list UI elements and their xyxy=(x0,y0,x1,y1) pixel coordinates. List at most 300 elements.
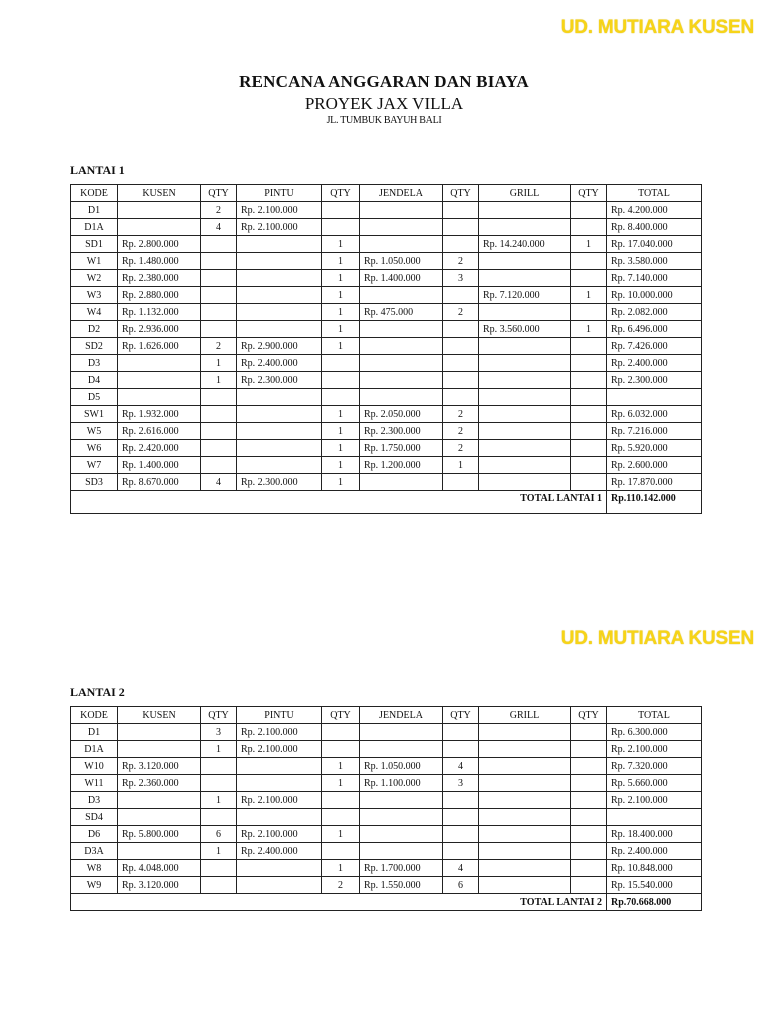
cell-kode: D1 xyxy=(71,724,118,741)
table-row xyxy=(71,372,702,389)
cell-qty-kusen xyxy=(201,236,237,253)
cell-kusen: Rp. 2.420.000 xyxy=(118,440,201,457)
cell-qty-grill xyxy=(571,860,607,877)
cell-grill xyxy=(479,809,571,826)
cell-qty-pintu xyxy=(322,792,360,809)
cell-pintu xyxy=(237,877,322,894)
cell-jendela xyxy=(360,792,443,809)
column-header-kode: KODE xyxy=(71,707,118,724)
cell-jendela xyxy=(360,287,443,304)
cell-qty-kusen: 2 xyxy=(201,338,237,355)
cell-qty-kusen xyxy=(201,304,237,321)
column-header-qty-jendela: QTY xyxy=(443,707,479,724)
cell-qty-jendela xyxy=(443,321,479,338)
cell-pintu xyxy=(237,860,322,877)
cell-qty-kusen: 4 xyxy=(201,474,237,491)
cell-kusen: Rp. 2.800.000 xyxy=(118,236,201,253)
cell-qty-grill: 1 xyxy=(571,287,607,304)
cell-kode: D4 xyxy=(71,372,118,389)
table-row xyxy=(71,287,702,304)
cell-qty-grill xyxy=(571,877,607,894)
project-name: PROYEK JAX VILLA xyxy=(304,94,464,113)
cell-qty-pintu: 1 xyxy=(322,321,360,338)
cell-qty-grill xyxy=(571,758,607,775)
table-row xyxy=(71,423,702,440)
cell-pintu: Rp. 2.900.000 xyxy=(237,338,322,355)
cell-kode: D1A xyxy=(71,741,118,758)
cell-qty-grill xyxy=(571,406,607,423)
cell-grill xyxy=(479,792,571,809)
cell-qty-kusen xyxy=(201,440,237,457)
table-row xyxy=(71,219,702,236)
cell-total: Rp. 6.496.000 xyxy=(607,321,702,338)
cell-grill xyxy=(479,202,571,219)
cell-total: Rp. 7.140.000 xyxy=(607,270,702,287)
cell-kode: W1 xyxy=(71,253,118,270)
table-row xyxy=(71,440,702,457)
cell-kusen xyxy=(118,843,201,860)
cell-qty-grill xyxy=(571,826,607,843)
cell-qty-kusen xyxy=(201,406,237,423)
document-title: RENCANA ANGGARAN DAN BIAYA xyxy=(239,72,529,91)
cell-kode: D1 xyxy=(71,202,118,219)
brand-logo-top: UD. MUTIARA KUSEN xyxy=(560,17,754,38)
cell-qty-jendela: 2 xyxy=(443,304,479,321)
cell-qty-pintu: 1 xyxy=(322,406,360,423)
cell-kusen xyxy=(118,809,201,826)
cell-total: Rp. 18.400.000 xyxy=(607,826,702,843)
cell-kode: W3 xyxy=(71,287,118,304)
cell-grill xyxy=(479,877,571,894)
column-header-qty-kusen: QTY xyxy=(201,185,237,202)
column-header-qty-kusen: QTY xyxy=(201,707,237,724)
cell-total xyxy=(607,389,702,406)
cell-kusen xyxy=(118,724,201,741)
cell-grill xyxy=(479,304,571,321)
cell-kode: SW1 xyxy=(71,406,118,423)
cell-jendela xyxy=(360,219,443,236)
cell-qty-grill xyxy=(571,741,607,758)
cell-kode: W7 xyxy=(71,457,118,474)
cell-qty-jendela xyxy=(443,809,479,826)
cell-kode: W8 xyxy=(71,860,118,877)
cell-qty-kusen xyxy=(201,253,237,270)
cell-pintu xyxy=(237,321,322,338)
cell-qty-grill xyxy=(571,338,607,355)
total-value: Rp.70.668.000 xyxy=(607,894,702,911)
cell-kode: D6 xyxy=(71,826,118,843)
total-value: Rp.110.142.000 xyxy=(607,491,702,514)
project-address: JL. TUMBUK BAYUH BALI xyxy=(326,115,442,126)
cell-qty-kusen: 1 xyxy=(201,355,237,372)
table-row xyxy=(71,270,702,287)
column-header-total: TOTAL xyxy=(607,707,702,724)
cell-qty-pintu xyxy=(322,219,360,236)
column-header-jendela: JENDELA xyxy=(360,707,443,724)
cell-total: Rp. 7.426.000 xyxy=(607,338,702,355)
cell-kode: SD4 xyxy=(71,809,118,826)
cell-jendela xyxy=(360,236,443,253)
cell-pintu xyxy=(237,457,322,474)
cell-total: Rp. 6.032.000 xyxy=(607,406,702,423)
cell-grill xyxy=(479,457,571,474)
cell-qty-jendela: 3 xyxy=(443,270,479,287)
cell-qty-kusen xyxy=(201,758,237,775)
cell-jendela: Rp. 1.550.000 xyxy=(360,877,443,894)
cell-total xyxy=(607,809,702,826)
cell-qty-kusen xyxy=(201,321,237,338)
cell-qty-pintu xyxy=(322,355,360,372)
cell-jendela: Rp. 1.100.000 xyxy=(360,775,443,792)
cell-jendela: Rp. 1.700.000 xyxy=(360,860,443,877)
cell-kode: W10 xyxy=(71,758,118,775)
cell-qty-pintu: 1 xyxy=(322,758,360,775)
cell-jendela xyxy=(360,826,443,843)
cell-kode: D1A xyxy=(71,219,118,236)
table-row xyxy=(71,809,702,826)
cell-total: Rp. 10.848.000 xyxy=(607,860,702,877)
cell-kusen xyxy=(118,355,201,372)
cell-total: Rp. 7.320.000 xyxy=(607,758,702,775)
total-label: TOTAL LANTAI 1 xyxy=(71,491,607,514)
cell-grill: Rp. 14.240.000 xyxy=(479,236,571,253)
cell-qty-grill xyxy=(571,389,607,406)
column-header-pintu: PINTU xyxy=(237,185,322,202)
cell-qty-kusen: 6 xyxy=(201,826,237,843)
cell-pintu xyxy=(237,423,322,440)
column-header-qty-jendela: QTY xyxy=(443,185,479,202)
cell-qty-grill xyxy=(571,253,607,270)
cell-total: Rp. 10.000.000 xyxy=(607,287,702,304)
cell-qty-kusen xyxy=(201,860,237,877)
cell-qty-grill xyxy=(571,843,607,860)
cell-jendela: Rp. 1.200.000 xyxy=(360,457,443,474)
table-row xyxy=(71,321,702,338)
cell-kusen: Rp. 5.800.000 xyxy=(118,826,201,843)
cell-total: Rp. 4.200.000 xyxy=(607,202,702,219)
cell-qty-grill xyxy=(571,792,607,809)
column-header-jendela: JENDELA xyxy=(360,185,443,202)
cell-qty-pintu: 2 xyxy=(322,877,360,894)
column-header-qty-pintu: QTY xyxy=(322,707,360,724)
cell-grill xyxy=(479,440,571,457)
cell-total: Rp. 2.082.000 xyxy=(607,304,702,321)
cell-qty-grill xyxy=(571,809,607,826)
cell-pintu: Rp. 2.400.000 xyxy=(237,355,322,372)
cell-qty-pintu xyxy=(322,843,360,860)
table-row xyxy=(71,457,702,474)
cell-grill xyxy=(479,338,571,355)
cell-kusen xyxy=(118,741,201,758)
cell-qty-pintu: 1 xyxy=(322,270,360,287)
cell-qty-pintu xyxy=(322,741,360,758)
cell-jendela xyxy=(360,389,443,406)
cell-total: Rp. 17.040.000 xyxy=(607,236,702,253)
cell-jendela xyxy=(360,741,443,758)
cell-kusen: Rp. 4.048.000 xyxy=(118,860,201,877)
cell-qty-pintu xyxy=(322,389,360,406)
cell-qty-jendela: 1 xyxy=(443,457,479,474)
cell-pintu xyxy=(237,406,322,423)
lantai1-heading: LANTAI 1 xyxy=(70,163,125,177)
cell-qty-pintu: 1 xyxy=(322,304,360,321)
cell-kusen: Rp. 3.120.000 xyxy=(118,877,201,894)
cell-qty-kusen: 1 xyxy=(201,741,237,758)
cell-qty-pintu xyxy=(322,202,360,219)
cell-jendela xyxy=(360,338,443,355)
cell-kusen: Rp. 2.360.000 xyxy=(118,775,201,792)
table-row xyxy=(71,236,702,253)
cell-kusen xyxy=(118,219,201,236)
cell-jendela xyxy=(360,724,443,741)
cell-grill xyxy=(479,389,571,406)
table-row xyxy=(71,474,702,491)
table-row xyxy=(71,253,702,270)
cell-jendela: Rp. 1.750.000 xyxy=(360,440,443,457)
cell-qty-grill xyxy=(571,270,607,287)
cell-qty-pintu: 1 xyxy=(322,440,360,457)
table-row xyxy=(71,758,702,775)
cell-kode: D3 xyxy=(71,355,118,372)
column-header-qty-pintu: QTY xyxy=(322,185,360,202)
cell-grill xyxy=(479,406,571,423)
cell-total: Rp. 2.600.000 xyxy=(607,457,702,474)
cell-qty-grill xyxy=(571,202,607,219)
cell-qty-kusen xyxy=(201,809,237,826)
cell-qty-pintu: 1 xyxy=(322,474,360,491)
cell-qty-kusen xyxy=(201,287,237,304)
cell-jendela xyxy=(360,809,443,826)
cell-grill: Rp. 3.560.000 xyxy=(479,321,571,338)
cell-kusen xyxy=(118,389,201,406)
cell-total: Rp. 5.920.000 xyxy=(607,440,702,457)
cell-qty-jendela xyxy=(443,219,479,236)
cell-pintu xyxy=(237,304,322,321)
cell-qty-pintu: 1 xyxy=(322,775,360,792)
cell-kusen xyxy=(118,202,201,219)
cell-qty-kusen xyxy=(201,457,237,474)
cell-qty-kusen xyxy=(201,775,237,792)
table-row xyxy=(71,202,702,219)
cell-qty-jendela xyxy=(443,338,479,355)
cell-total: Rp. 7.216.000 xyxy=(607,423,702,440)
cell-kusen: Rp. 1.626.000 xyxy=(118,338,201,355)
cell-qty-jendela xyxy=(443,826,479,843)
cell-qty-jendela xyxy=(443,724,479,741)
cell-pintu: Rp. 2.100.000 xyxy=(237,724,322,741)
cell-qty-jendela xyxy=(443,355,479,372)
cell-qty-jendela: 3 xyxy=(443,775,479,792)
cell-kode: W4 xyxy=(71,304,118,321)
cell-qty-pintu xyxy=(322,372,360,389)
cell-qty-grill xyxy=(571,474,607,491)
lantai2-heading: LANTAI 2 xyxy=(70,685,125,699)
cell-pintu xyxy=(237,809,322,826)
cell-qty-jendela: 2 xyxy=(443,440,479,457)
cell-jendela: Rp. 475.000 xyxy=(360,304,443,321)
cell-kode: W9 xyxy=(71,877,118,894)
table-row xyxy=(71,877,702,894)
cell-qty-pintu: 1 xyxy=(322,860,360,877)
cell-pintu: Rp. 2.100.000 xyxy=(237,202,322,219)
cell-kode: SD3 xyxy=(71,474,118,491)
table-row xyxy=(71,338,702,355)
total-label: TOTAL LANTAI 2 xyxy=(71,894,607,911)
cell-qty-jendela: 2 xyxy=(443,423,479,440)
cell-kusen: Rp. 2.616.000 xyxy=(118,423,201,440)
table-row xyxy=(71,741,702,758)
cell-total: Rp. 2.300.000 xyxy=(607,372,702,389)
column-header-pintu: PINTU xyxy=(237,707,322,724)
cell-kode: SD2 xyxy=(71,338,118,355)
cell-qty-kusen: 1 xyxy=(201,372,237,389)
cell-qty-jendela: 4 xyxy=(443,860,479,877)
cell-pintu xyxy=(237,758,322,775)
cell-grill xyxy=(479,843,571,860)
table-row xyxy=(71,724,702,741)
cell-qty-kusen xyxy=(201,877,237,894)
cell-pintu xyxy=(237,236,322,253)
cell-grill xyxy=(479,253,571,270)
cell-qty-jendela: 6 xyxy=(443,877,479,894)
cell-jendela: Rp. 2.300.000 xyxy=(360,423,443,440)
cell-kusen: Rp. 8.670.000 xyxy=(118,474,201,491)
cell-pintu xyxy=(237,253,322,270)
table-row xyxy=(71,389,702,406)
cell-qty-kusen: 1 xyxy=(201,843,237,860)
cell-pintu: Rp. 2.400.000 xyxy=(237,843,322,860)
lantai2-table xyxy=(70,706,702,911)
cell-qty-pintu: 1 xyxy=(322,236,360,253)
column-header-kode: KODE xyxy=(71,185,118,202)
cell-pintu xyxy=(237,440,322,457)
cell-qty-pintu: 1 xyxy=(322,338,360,355)
cell-qty-jendela xyxy=(443,792,479,809)
cell-qty-jendela xyxy=(443,389,479,406)
cell-grill xyxy=(479,826,571,843)
cell-qty-grill xyxy=(571,304,607,321)
cell-qty-pintu: 1 xyxy=(322,826,360,843)
cell-jendela: Rp. 1.050.000 xyxy=(360,758,443,775)
cell-qty-kusen xyxy=(201,389,237,406)
cell-kusen: Rp. 1.400.000 xyxy=(118,457,201,474)
cell-kode: W11 xyxy=(71,775,118,792)
cell-pintu: Rp. 2.100.000 xyxy=(237,219,322,236)
cell-qty-pintu: 1 xyxy=(322,287,360,304)
table-row xyxy=(71,406,702,423)
column-header-kusen: KUSEN xyxy=(118,185,201,202)
cell-kode: D5 xyxy=(71,389,118,406)
cell-qty-jendela xyxy=(443,372,479,389)
cell-qty-jendela: 2 xyxy=(443,406,479,423)
cell-pintu: Rp. 2.100.000 xyxy=(237,741,322,758)
cell-kode: SD1 xyxy=(71,236,118,253)
total-row xyxy=(71,894,702,911)
table-row xyxy=(71,304,702,321)
cell-kode: W5 xyxy=(71,423,118,440)
table-row xyxy=(71,826,702,843)
cell-qty-jendela: 4 xyxy=(443,758,479,775)
table-row xyxy=(71,860,702,877)
cell-qty-jendela xyxy=(443,474,479,491)
cell-kode: D3A xyxy=(71,843,118,860)
cell-pintu xyxy=(237,775,322,792)
cell-jendela xyxy=(360,474,443,491)
cell-pintu: Rp. 2.300.000 xyxy=(237,474,322,491)
cell-total: Rp. 6.300.000 xyxy=(607,724,702,741)
cell-qty-jendela xyxy=(443,287,479,304)
cell-qty-pintu xyxy=(322,724,360,741)
cell-qty-pintu: 1 xyxy=(322,423,360,440)
cell-qty-kusen xyxy=(201,270,237,287)
table-row xyxy=(71,843,702,860)
cell-grill xyxy=(479,860,571,877)
cell-qty-pintu xyxy=(322,809,360,826)
cell-grill xyxy=(479,758,571,775)
cell-total: Rp. 2.400.000 xyxy=(607,355,702,372)
cell-grill xyxy=(479,775,571,792)
cell-qty-grill xyxy=(571,355,607,372)
cell-pintu: Rp. 2.300.000 xyxy=(237,372,322,389)
lantai1-table xyxy=(70,184,702,514)
cell-kusen: Rp. 2.380.000 xyxy=(118,270,201,287)
cell-pintu xyxy=(237,270,322,287)
cell-qty-jendela xyxy=(443,843,479,860)
cell-jendela: Rp. 1.050.000 xyxy=(360,253,443,270)
cell-jendela xyxy=(360,843,443,860)
cell-grill xyxy=(479,474,571,491)
column-header-qty-grill: QTY xyxy=(571,185,607,202)
cell-jendela xyxy=(360,202,443,219)
cell-jendela xyxy=(360,372,443,389)
cell-qty-grill xyxy=(571,724,607,741)
cell-kusen: Rp. 1.932.000 xyxy=(118,406,201,423)
cell-grill: Rp. 7.120.000 xyxy=(479,287,571,304)
cell-jendela: Rp. 2.050.000 xyxy=(360,406,443,423)
cell-qty-grill xyxy=(571,775,607,792)
cell-total: Rp. 3.580.000 xyxy=(607,253,702,270)
cell-qty-kusen: 1 xyxy=(201,792,237,809)
cell-total: Rp. 2.100.000 xyxy=(607,741,702,758)
cell-jendela: Rp. 1.400.000 xyxy=(360,270,443,287)
brand-logo-bottom: UD. MUTIARA KUSEN xyxy=(560,628,754,649)
cell-total: Rp. 5.660.000 xyxy=(607,775,702,792)
cell-qty-grill xyxy=(571,457,607,474)
column-header-qty-grill: QTY xyxy=(571,707,607,724)
cell-pintu: Rp. 2.100.000 xyxy=(237,826,322,843)
cell-pintu xyxy=(237,287,322,304)
cell-grill xyxy=(479,741,571,758)
cell-grill xyxy=(479,219,571,236)
cell-qty-grill: 1 xyxy=(571,236,607,253)
table-row xyxy=(71,355,702,372)
cell-qty-kusen: 3 xyxy=(201,724,237,741)
cell-kusen: Rp. 2.880.000 xyxy=(118,287,201,304)
column-header-grill: GRILL xyxy=(479,707,571,724)
cell-kode: W2 xyxy=(71,270,118,287)
cell-kode: D3 xyxy=(71,792,118,809)
cell-kode: W6 xyxy=(71,440,118,457)
cell-grill xyxy=(479,724,571,741)
cell-qty-pintu: 1 xyxy=(322,253,360,270)
table-header-row xyxy=(71,185,702,202)
cell-grill xyxy=(479,355,571,372)
table-row xyxy=(71,792,702,809)
cell-grill xyxy=(479,372,571,389)
cell-kusen: Rp. 2.936.000 xyxy=(118,321,201,338)
cell-qty-grill xyxy=(571,423,607,440)
cell-qty-grill xyxy=(571,440,607,457)
